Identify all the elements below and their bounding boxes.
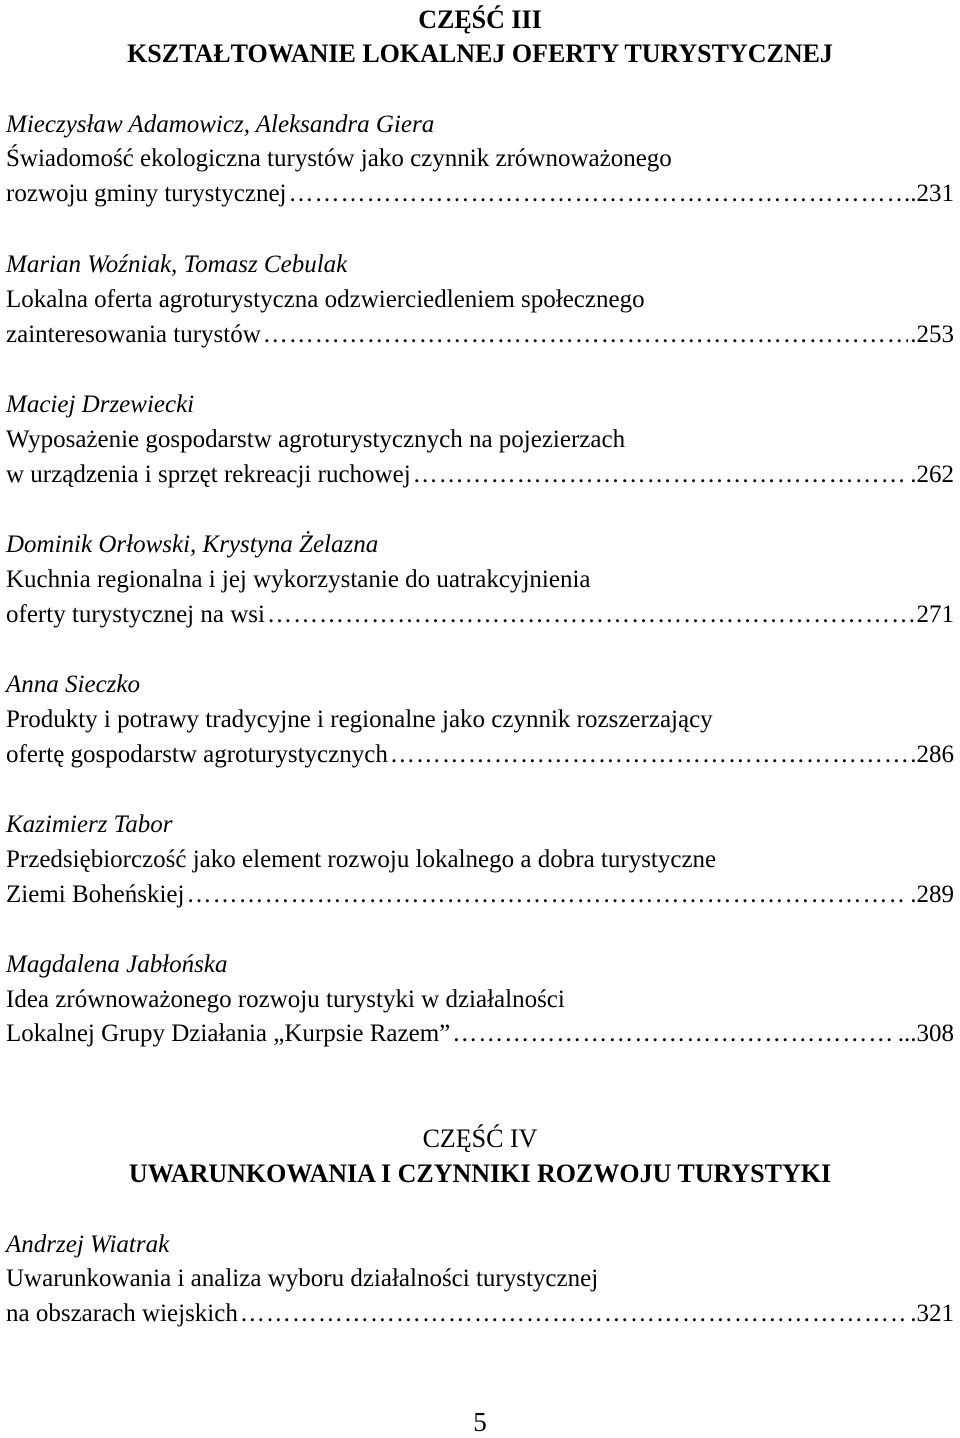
part-3-title: KSZTAŁTOWANIE LOKALNEJ OFERTY TURYSTYCZNEJ — [127, 39, 833, 68]
toc-entry-title-line: Uwarunkowania i analiza wyboru działalności turystycznej — [6, 1265, 599, 1292]
dot-leader — [390, 740, 908, 770]
part-3-label: CZĘŚĆ III — [418, 5, 542, 34]
toc-entry-title-line: Lokalnej Grupy Działania „Kurpsie Razem” — [6, 1020, 451, 1047]
toc-entry-page: ..231 — [904, 180, 954, 207]
toc-entry-page: .253 — [910, 321, 954, 348]
toc-entry-title-line: w urządzenia i sprzęt rekreacji ruchowej — [6, 461, 411, 488]
toc-entry-page: ...308 — [897, 1020, 954, 1047]
toc-entry-page: .321 — [910, 1300, 954, 1327]
toc-entry-page: 271 — [916, 601, 954, 628]
toc-entry-title-line: Produkty i potrawy tradycyjne i regionalne jako czynnik rozszerzający — [6, 706, 713, 733]
dot-leader — [267, 600, 915, 630]
toc-entry-title-line: Ziemi Boheńskiej — [6, 881, 185, 908]
toc-entry-page: .286 — [910, 741, 954, 768]
toc-entry-title-line: Wyposażenie gospodarstw agroturystycznych na pojezierzach — [6, 426, 626, 453]
toc-entry-author: Andrzej Wiatrak — [6, 1231, 170, 1258]
toc-entry-author: Kazimierz Tabor — [6, 811, 173, 838]
toc-entry-title-line: Kuchnia regionalna i jej wykorzystanie do uatrakcyjnienia — [6, 566, 591, 593]
toc-entry-leader-line — [6, 740, 954, 770]
toc-entry-title-line: Świadomość ekologiczna turystów jako czynnik zrównoważonego — [6, 145, 672, 172]
toc-entry-leader-line — [6, 320, 954, 350]
toc-entry-author: Anna Sieczko — [6, 671, 140, 698]
toc-entry-leader-line — [6, 600, 954, 630]
dot-leader — [263, 320, 908, 350]
toc-entry-author: Magdalena Jabłońska — [6, 951, 228, 978]
toc-entry-title-line: Lokalna oferta agroturystyczna odzwierciedleniem społecznego — [6, 286, 645, 313]
dot-leader — [452, 1019, 895, 1049]
part-4-title: UWARUNKOWANIA I CZYNNIKI ROZWOJU TURYSTYKI — [128, 1159, 832, 1188]
toc-entry-page: .289 — [910, 881, 954, 908]
dot-leader — [240, 1299, 908, 1329]
toc-entry-leader-line — [6, 460, 954, 490]
toc-entry-title-line: ofertę gospodarstw agroturystycznych — [6, 741, 388, 768]
page-number: 5 — [473, 1407, 487, 1437]
toc-entry-title-line: Idea zrównoważonego rozwoju turystyki w działalności — [6, 986, 565, 1013]
toc-entry-leader-line — [6, 880, 954, 910]
toc-entry-title-line: zainteresowania turystów — [6, 321, 261, 348]
toc-entry-author: Maciej Drzewiecki — [6, 391, 195, 418]
toc-entry-leader-line — [6, 1299, 954, 1329]
toc-entry-page: .262 — [910, 461, 954, 488]
dot-leader — [289, 179, 903, 209]
toc-entry-author: Marian Woźniak, Tomasz Cebulak — [6, 251, 348, 278]
toc-entry-title-line: rozwoju gminy turystycznej — [6, 180, 287, 207]
toc-entry-leader-line — [6, 1019, 954, 1049]
toc-entry-leader-line — [6, 179, 954, 209]
toc-entry-title-line: na obszarach wiejskich — [6, 1300, 238, 1327]
toc-entry-author: Dominik Orłowski, Krystyna Żelazna — [6, 531, 379, 558]
dot-leader — [413, 460, 909, 490]
dot-leader — [186, 880, 908, 910]
toc-entry-author: Mieczysław Adamowicz, Aleksandra Giera — [6, 111, 435, 138]
part-4-label: CZĘŚĆ IV — [422, 1124, 538, 1153]
toc-entry-title-line: Przedsiębiorczość jako element rozwoju lokalnego a dobra turystyczne — [6, 846, 717, 873]
toc-entry-title-line: oferty turystycznej na wsi — [6, 601, 265, 628]
